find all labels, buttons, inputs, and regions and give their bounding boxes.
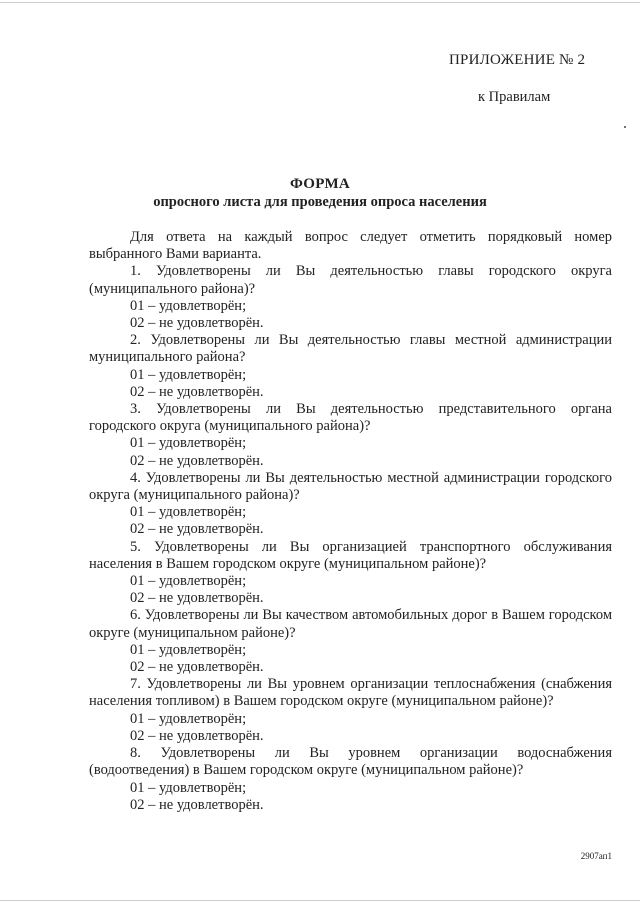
answer-option: 02 – не удовлетворён.	[130, 796, 264, 813]
answer-option: 01 – удовлетворён;	[130, 641, 247, 658]
appendix-number: ПРИЛОЖЕНИЕ № 2	[449, 52, 586, 68]
page-bottom-edge	[0, 900, 640, 901]
questionnaire-body	[89, 229, 612, 814]
document-code: 2907ап1	[580, 851, 612, 861]
question-block	[89, 401, 612, 470]
question-text: 5. Удовлетворены ли Вы организацией транспортного обслуживания населения в Вашем городском округе (муниципальном районе)?	[89, 538, 612, 572]
appendix-to-rules: к Правилам	[478, 89, 551, 105]
answer-option: 01 – удовлетворён;	[130, 710, 247, 727]
page-top-edge	[0, 2, 640, 3]
answer-option: 02 – не удовлетворён.	[130, 727, 264, 744]
answer-option: 02 – не удовлетворён.	[130, 452, 264, 469]
question-text: 6. Удовлетворены ли Вы качеством автомобильных дорог в Вашем городском округе (муниципальном районе)?	[89, 607, 612, 641]
question-block	[89, 470, 612, 539]
form-subtitle: опросного листа для проведения опроса населения	[153, 194, 487, 210]
answer-option: 02 – не удовлетворён.	[130, 659, 264, 676]
question-block	[89, 332, 612, 401]
scan-speck	[624, 126, 626, 128]
answer-option: 01 – удовлетворён;	[130, 504, 247, 521]
question-text: 7. Удовлетворены ли Вы уровнем организации теплоснабжения (снабжения населения топливом) в Вашем городском округе (муниципальном районе)?	[89, 676, 612, 710]
question-block	[89, 745, 612, 814]
question-block	[89, 263, 612, 332]
question-text: 8. Удовлетворены ли Вы уровнем организации водоснабжения (водоотведения) в Вашем городском округе (муниципальном районе)?	[89, 745, 612, 779]
answer-option: 02 – не удовлетворён.	[130, 590, 264, 607]
question-text: 1. Удовлетворены ли Вы деятельностью главы городского округа (муниципального района)?	[89, 263, 612, 297]
question-text: 3. Удовлетворены ли Вы деятельностью представительного органа городского округа (муниципального района)?	[89, 401, 612, 435]
answer-option: 01 – удовлетворён;	[130, 297, 247, 314]
answer-option: 02 – не удовлетворён.	[130, 315, 264, 332]
question-block	[89, 607, 612, 676]
form-title: ФОРМА	[289, 176, 351, 192]
question-text: 4. Удовлетворены ли Вы деятельностью местной администрации городского округа (муниципального района)?	[89, 469, 612, 504]
answer-option: 02 – не удовлетворён.	[130, 383, 264, 400]
intro-text: Для ответа на каждый вопрос следует отметить порядковый номер выбранного Вами варианта.	[89, 229, 612, 263]
answer-option: 01 – удовлетворён;	[130, 366, 247, 383]
question-block	[89, 539, 612, 608]
question-block	[89, 676, 612, 745]
answer-option: 01 – удовлетворён;	[130, 573, 247, 590]
answer-option: 01 – удовлетворён;	[130, 779, 247, 796]
question-text: 2. Удовлетворены ли Вы деятельностью главы местной администрации муниципального района?	[89, 332, 612, 366]
answer-option: 01 – удовлетворён;	[130, 435, 247, 452]
answer-option: 02 – не удовлетворён.	[130, 521, 264, 538]
